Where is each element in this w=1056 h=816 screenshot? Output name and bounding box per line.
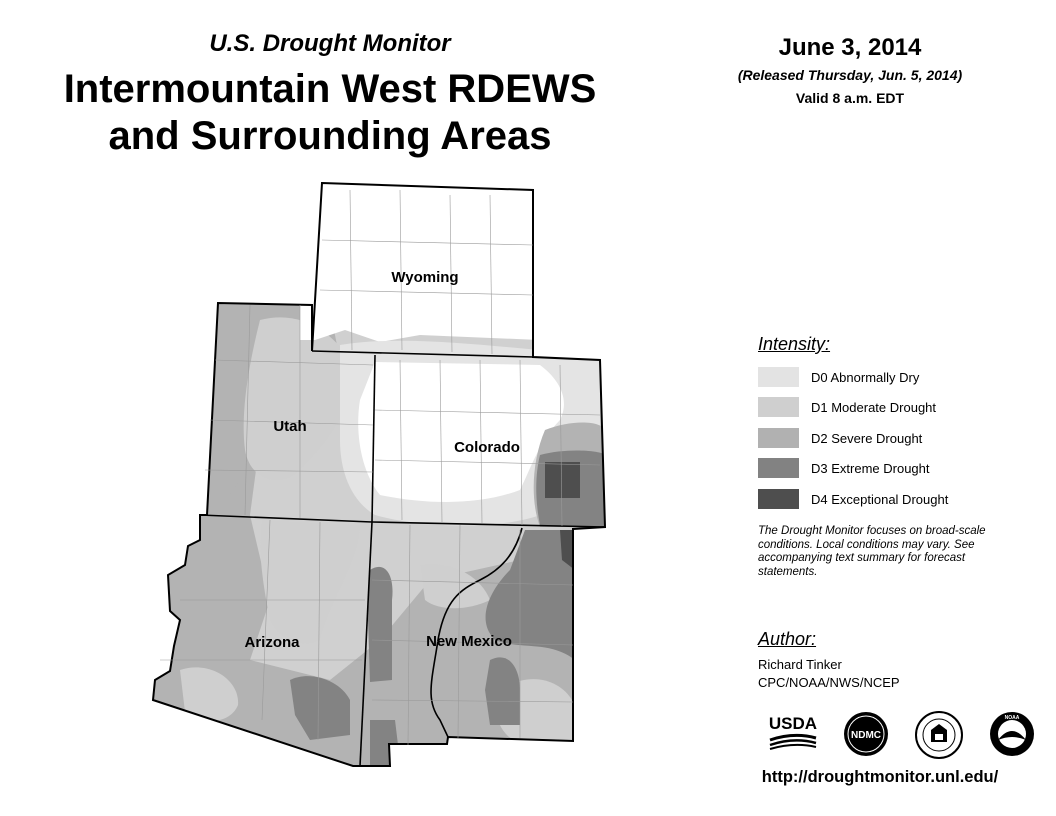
legend-label-d4: D4 Exceptional Drought [811, 491, 949, 507]
state-label-new-mexico: New Mexico [426, 633, 512, 650]
legend-swatch-d2 [758, 428, 799, 448]
legend-label-d0: D0 Abnormally Dry [811, 369, 920, 385]
legend-swatch-d4 [758, 489, 799, 509]
legend-swatch-d1 [758, 397, 799, 417]
valid-time: Valid 8 a.m. EDT [795, 90, 905, 106]
legend-item-d1 [758, 397, 936, 417]
ndmc-logo-text: NDMC [851, 730, 881, 741]
disclaimer-note: The Drought Monitor focuses on broad-scale conditions. Local conditions may vary. See accompanying text summary for forecast statements. [758, 525, 986, 578]
author-name: Richard Tinker [758, 657, 842, 672]
drought-area-d3-nm-south [485, 657, 520, 725]
usda-logo [764, 712, 822, 752]
drought-free-wyoming [300, 170, 540, 342]
legend-item-d3 [758, 458, 930, 478]
map-title-line1: Intermountain West RDEWS [63, 67, 597, 111]
noaa-logo [988, 710, 1036, 758]
author-org: CPC/NOAA/NWS/NCEP [758, 675, 900, 690]
state-label-wyoming: Wyoming [391, 269, 459, 286]
drought-area-d4-se-colorado [545, 462, 580, 498]
state-label-utah: Utah [273, 418, 307, 435]
usda-logo-text: USDA [768, 714, 818, 733]
author-title: Author: [758, 629, 817, 649]
release-date: (Released Thursday, Jun. 5, 2014) [737, 67, 963, 83]
legend-label-d2: D2 Severe Drought [811, 430, 923, 446]
ndmc-logo [842, 710, 890, 758]
legend-title: Intensity: [758, 334, 831, 354]
website-link[interactable]: http://droughtmonitor.unl.edu/ [761, 768, 999, 786]
legend-item-d0 [758, 367, 919, 387]
state-label-arizona: Arizona [244, 634, 300, 651]
legend-swatch-d0 [758, 367, 799, 387]
legend-swatch-d3 [758, 458, 799, 478]
legend-label-d1: D1 Moderate Drought [811, 399, 937, 415]
map-title-line2: and Surrounding Areas [108, 114, 552, 158]
noaa-logo-text: NOAA [1004, 715, 1020, 721]
state-label-colorado: Colorado [454, 439, 520, 456]
legend-item-d4 [758, 489, 948, 509]
map-subtitle: U.S. Drought Monitor [209, 30, 451, 57]
map-date: June 3, 2014 [778, 34, 922, 61]
legend-item-d2 [758, 428, 922, 448]
legend-label-d3: D3 Extreme Drought [811, 460, 930, 476]
commerce-seal-logo [914, 710, 964, 760]
drought-area-d3-nm-west [368, 567, 393, 682]
